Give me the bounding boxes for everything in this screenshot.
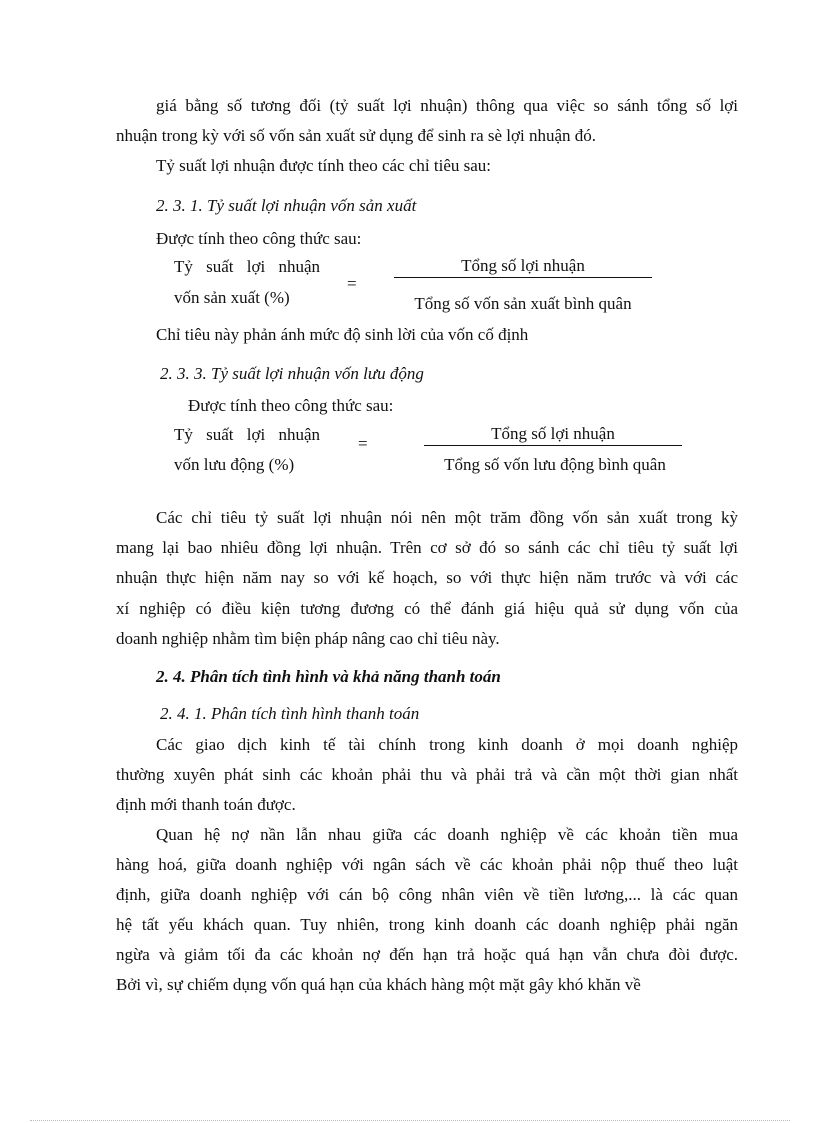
paragraph-line: mang lại bao nhiêu đồng lợi nhuận. Trên cơ sở đó so sánh các chỉ tiêu tỷ suất lợi bbox=[116, 538, 738, 557]
paragraph-line: Quan hệ nợ nần lẫn nhau giữa các doanh nghiệp về các khoản tiền mua bbox=[156, 825, 738, 844]
formula-numerator: Tổng số lợi nhuận bbox=[394, 255, 652, 278]
paragraph-line: Bởi vì, sự chiếm dụng vốn quá hạn của khách hàng một mặt gây khó khăn về bbox=[116, 975, 641, 994]
paragraph-line: hàng hoá, giữa doanh nghiệp với ngân sách về các khoản phải nộp thuế theo luật bbox=[116, 855, 738, 874]
formula-intro: Được tính theo công thức sau: bbox=[156, 229, 362, 248]
paragraph-line: định mới thanh toán được. bbox=[116, 795, 296, 814]
section-heading-2-3-3: 2. 3. 3. Tỷ suất lợi nhuận vốn lưu động bbox=[160, 364, 424, 383]
formula-denominator: Tổng số vốn lưu động bình quân bbox=[444, 455, 666, 474]
paragraph-line: nhuận trong kỳ với số vốn sản xuất sử dụng để sinh ra sè lợi nhuận đó. bbox=[116, 126, 597, 145]
formula-numerator: Tổng số lợi nhuận bbox=[424, 423, 682, 446]
paragraph-line: ngừa và giảm tối đa các khoản nợ đến hạn trả hoặc quá hạn vẫn chưa đòi được. bbox=[116, 945, 738, 964]
formula-lhs-line2: vốn lưu động (%) bbox=[174, 455, 295, 474]
section-heading-2-3-1: 2. 3. 1. Tỷ suất lợi nhuận vốn sản xuất bbox=[156, 196, 417, 215]
paragraph-line: nhuận thực hiện năm nay so với kế hoạch, so với thực hiện năm trước và với các bbox=[116, 568, 738, 587]
intro-text: Tỷ suất lợi nhuận được tính theo các chỉ tiêu sau: bbox=[156, 156, 491, 175]
section-heading-2-4: 2. 4. Phân tích tình hình và khả năng thanh toán bbox=[156, 667, 501, 686]
section-heading-2-4-1: 2. 4. 1. Phân tích tình hình thanh toán bbox=[160, 704, 420, 723]
page-bottom-border bbox=[30, 1120, 790, 1121]
formula-lhs-line2: vốn sản xuất (%) bbox=[174, 288, 290, 307]
paragraph-line: xí nghiệp có điều kiện tương đương có thể đánh giá hiệu quả sử dụng vốn của bbox=[116, 599, 738, 618]
formula-denominator: Tổng số vốn sản xuất bình quân bbox=[414, 294, 632, 313]
formula-lhs-line1: Tỷ suất lợi nhuận bbox=[174, 257, 320, 276]
equals-sign: = bbox=[358, 434, 368, 453]
paragraph-line: định, giữa doanh nghiệp với cán bộ công nhân viên về tiền lương,... là các quan bbox=[116, 885, 738, 904]
formula-note: Chỉ tiêu này phản ánh mức độ sinh lời của vốn cố định bbox=[156, 325, 529, 344]
paragraph-line: Các giao dịch kinh tế tài chính trong kinh doanh ở mọi doanh nghiệp bbox=[156, 735, 738, 754]
formula-intro: Được tính theo công thức sau: bbox=[188, 396, 394, 415]
paragraph-line: doanh nghiệp nhằm tìm biện pháp nâng cao chỉ tiêu này. bbox=[116, 629, 500, 648]
paragraph-line: thường xuyên phát sinh các khoản phải thu và phải trả và cần một thời gian nhất bbox=[116, 765, 738, 784]
formula-lhs-line1: Tỷ suất lợi nhuận bbox=[174, 425, 320, 444]
paragraph-line: Các chỉ tiêu tỷ suất lợi nhuận nói nên một trăm đồng vốn sản xuất trong kỳ bbox=[156, 508, 738, 527]
paragraph-line: hệ tất yếu khách quan. Tuy nhiên, trong kinh doanh các doanh nghiệp phải ngăn bbox=[116, 915, 738, 934]
equals-sign: = bbox=[347, 274, 357, 293]
paragraph-line: giá bằng số tương đối (tỷ suất lợi nhuận) thông qua việc so sánh tổng số lợi bbox=[156, 96, 738, 115]
